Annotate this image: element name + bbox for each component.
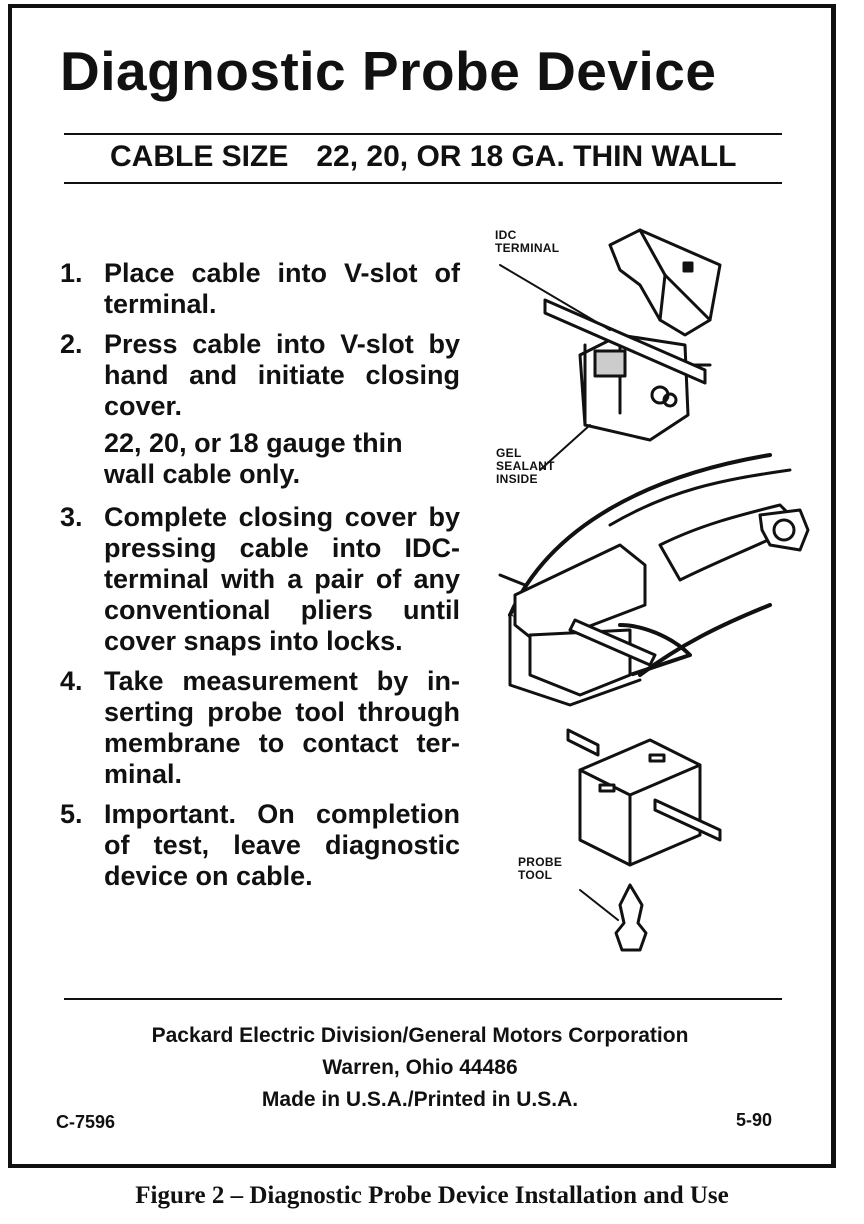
step-2 xyxy=(60,329,460,422)
step-number: 4. xyxy=(60,666,83,696)
gel-label-line1: GEL xyxy=(496,446,522,460)
step-text xyxy=(104,799,460,892)
step-5-body: On completion of test, leave diagnostic device on cable. xyxy=(104,799,460,891)
gel-label-line2: SEALANT xyxy=(496,459,555,473)
step-number: 1. xyxy=(60,258,83,288)
figure-caption: Figure 2 – Diagnostic Probe Device Installation and Use xyxy=(135,1182,729,1209)
steps-list xyxy=(60,258,460,901)
gauge-note: 22, 20, or 18 gauge thin wall cable only. xyxy=(104,428,403,489)
cable-size-value: 22, 20, OR 18 GA. THIN WALL xyxy=(316,140,737,173)
footer-block xyxy=(60,1020,780,1116)
idc-terminal-label xyxy=(495,229,559,255)
footer-made-in: Made in U.S.A./Printed in U.S.A. xyxy=(261,1088,579,1111)
illustration-panel xyxy=(470,225,815,965)
important-label: Important. xyxy=(104,799,236,829)
step-5 xyxy=(60,799,460,892)
footer-company: Packard Electric Division/General Motors Corporation xyxy=(151,1024,689,1047)
step-text: Place cable into V-slot of terminal. xyxy=(104,258,460,319)
step-number: 5. xyxy=(60,799,83,829)
probe-label-line1: PROBE xyxy=(518,855,563,869)
date-code: 5-90 xyxy=(736,1110,773,1130)
step-text: Take measurement by in-serting probe tool through membrane to contact ter-minal. xyxy=(104,666,460,789)
title-rule-bottom xyxy=(64,182,782,184)
idc-terminal-label-line2: TERMINAL xyxy=(495,241,560,255)
footer-address: Warren, Ohio 44486 xyxy=(322,1056,518,1079)
idc-terminal-drawing xyxy=(470,225,815,965)
page-title: Diagnostic Probe Device xyxy=(60,40,717,102)
step-text: Press cable into V-slot by hand and initiate closing cover. xyxy=(104,329,460,421)
gel-label-line3: INSIDE xyxy=(496,472,538,486)
step-number: 2. xyxy=(60,329,83,359)
gel-sealant-label xyxy=(496,447,555,486)
step-text: Complete closing cover by pressing cable into IDC-terminal with a pair of any conventional pliers until cover snaps into locks. xyxy=(104,502,460,656)
cable-size-line xyxy=(110,142,810,172)
idc-terminal-label-line1: IDC xyxy=(495,228,517,242)
footer-rule xyxy=(64,998,782,1000)
step-3 xyxy=(60,502,460,657)
cable-size-label: CABLE SIZE xyxy=(110,140,289,173)
probe-label-line2: TOOL xyxy=(518,868,553,882)
title-rule-top xyxy=(64,133,782,135)
step-number: 3. xyxy=(60,502,83,532)
step-1 xyxy=(60,258,460,320)
step-4 xyxy=(60,666,460,790)
probe-tool-label xyxy=(518,856,562,882)
part-code: C-7596 xyxy=(56,1112,116,1132)
